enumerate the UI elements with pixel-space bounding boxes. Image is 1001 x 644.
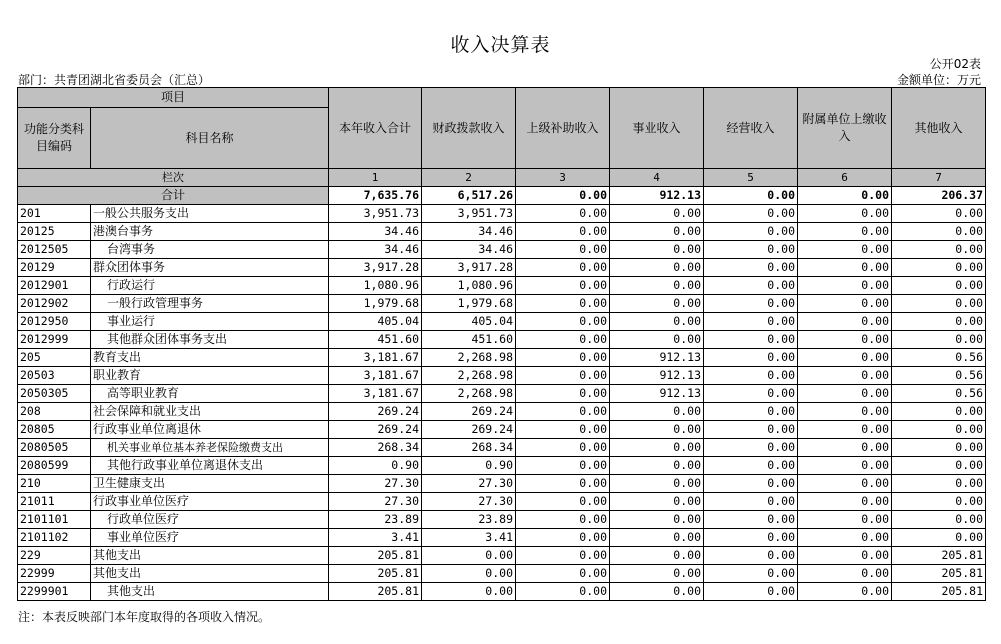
total-value: 6,517.26 (422, 187, 516, 205)
row-value: 0.00 (516, 493, 610, 511)
row-value: 0.00 (704, 313, 798, 331)
table-row (18, 241, 986, 259)
row-value: 0.00 (516, 349, 610, 367)
header-col-5: 经营收入 (704, 88, 798, 169)
total-value: 0.00 (798, 187, 892, 205)
footnote: 注：本表反映部门本年度取得的各项收入情况。 (18, 610, 271, 624)
row-value: 0.00 (892, 295, 986, 313)
row-code: 21011 (18, 493, 91, 511)
row-value: 205.81 (892, 547, 986, 565)
row-value: 27.30 (329, 493, 422, 511)
table-row (18, 295, 986, 313)
row-value: 0.00 (516, 259, 610, 277)
row-value: 0.00 (704, 529, 798, 547)
row-value: 0.00 (610, 205, 704, 223)
column-number: 3 (516, 169, 610, 187)
row-code: 229 (18, 547, 91, 565)
row-value: 27.30 (422, 493, 516, 511)
row-value: 0.00 (892, 475, 986, 493)
header-col-3: 上级补助收入 (516, 88, 610, 169)
row-code: 2012999 (18, 331, 91, 349)
row-code: 2012902 (18, 295, 91, 313)
table-row (18, 205, 986, 223)
row-value: 2,268.98 (422, 385, 516, 403)
total-value: 0.00 (516, 187, 610, 205)
table-row (18, 511, 986, 529)
row-value: 269.24 (422, 421, 516, 439)
row-value: 0.00 (516, 205, 610, 223)
row-value: 0.00 (610, 457, 704, 475)
row-value: 0.00 (704, 223, 798, 241)
row-name: 行政事业单位离退休 (91, 421, 329, 439)
row-value: 0.00 (892, 313, 986, 331)
row-value: 0.00 (798, 367, 892, 385)
row-value: 0.00 (704, 295, 798, 313)
row-value: 0.00 (704, 547, 798, 565)
row-value: 0.00 (610, 403, 704, 421)
row-value: 0.00 (610, 241, 704, 259)
row-value: 0.00 (610, 565, 704, 583)
row-value: 3,181.67 (329, 349, 422, 367)
row-value: 0.00 (516, 439, 610, 457)
row-value: 0.00 (892, 403, 986, 421)
table-row (18, 313, 986, 331)
header-row-1 (18, 88, 986, 108)
row-value: 0.00 (892, 421, 986, 439)
row-code: 2050305 (18, 385, 91, 403)
row-value: 34.46 (329, 241, 422, 259)
row-value: 0.90 (422, 457, 516, 475)
row-value: 0.00 (516, 457, 610, 475)
row-code: 2012505 (18, 241, 91, 259)
income-table (17, 87, 986, 601)
column-number: 6 (798, 169, 892, 187)
row-value: 0.00 (704, 403, 798, 421)
header-col-7: 其他收入 (892, 88, 986, 169)
row-value: 0.00 (516, 421, 610, 439)
form-number: 公开02表 (929, 57, 981, 71)
header-col-6: 附属单位上缴收入 (798, 88, 892, 169)
row-value: 0.00 (516, 277, 610, 295)
row-value: 451.60 (329, 331, 422, 349)
row-code: 205 (18, 349, 91, 367)
row-value: 0.00 (798, 313, 892, 331)
header-col-4: 事业收入 (610, 88, 704, 169)
row-value: 0.00 (610, 313, 704, 331)
row-code: 20805 (18, 421, 91, 439)
row-value: 0.00 (892, 223, 986, 241)
row-value: 0.00 (704, 331, 798, 349)
row-code: 20129 (18, 259, 91, 277)
row-value: 0.00 (610, 475, 704, 493)
row-value: 0.00 (892, 439, 986, 457)
row-code: 2101102 (18, 529, 91, 547)
row-value: 27.30 (422, 475, 516, 493)
row-value: 0.00 (516, 403, 610, 421)
row-value: 3,917.28 (329, 259, 422, 277)
row-value: 0.00 (610, 493, 704, 511)
row-value: 0.00 (516, 241, 610, 259)
row-name: 其他行政事业单位离退休支出 (91, 457, 329, 475)
row-value: 0.00 (516, 385, 610, 403)
row-value: 0.90 (329, 457, 422, 475)
row-code: 20125 (18, 223, 91, 241)
table-row (18, 331, 986, 349)
table-row (18, 277, 986, 295)
page-title: 收入决算表 (450, 34, 551, 56)
row-value: 1,080.96 (329, 277, 422, 295)
row-value: 0.00 (516, 331, 610, 349)
row-value: 0.00 (516, 475, 610, 493)
row-value: 0.00 (610, 511, 704, 529)
row-value: 0.00 (798, 295, 892, 313)
row-value: 205.81 (329, 583, 422, 601)
row-value: 0.00 (610, 583, 704, 601)
row-value: 0.00 (798, 331, 892, 349)
row-value: 0.00 (892, 241, 986, 259)
row-name: 港澳台事务 (91, 223, 329, 241)
row-value: 268.34 (422, 439, 516, 457)
row-value: 0.00 (516, 583, 610, 601)
row-value: 34.46 (422, 241, 516, 259)
row-value: 27.30 (329, 475, 422, 493)
row-value: 405.04 (329, 313, 422, 331)
row-value: 0.00 (610, 547, 704, 565)
header-func-code: 功能分类科目编码 (18, 108, 91, 169)
row-value: 205.81 (892, 583, 986, 601)
row-value: 0.00 (798, 583, 892, 601)
row-name: 行政单位医疗 (91, 511, 329, 529)
table-row (18, 583, 986, 601)
row-name: 社会保障和就业支出 (91, 403, 329, 421)
row-value: 3,951.73 (422, 205, 516, 223)
row-value: 205.81 (329, 565, 422, 583)
row-value: 451.60 (422, 331, 516, 349)
row-value: 0.00 (610, 421, 704, 439)
row-value: 3,917.28 (422, 259, 516, 277)
row-value: 3.41 (329, 529, 422, 547)
row-code: 20503 (18, 367, 91, 385)
row-code: 208 (18, 403, 91, 421)
row-value: 0.56 (892, 349, 986, 367)
row-value: 0.00 (422, 583, 516, 601)
row-value: 1,979.68 (329, 295, 422, 313)
row-value: 1,979.68 (422, 295, 516, 313)
row-code: 2080505 (18, 439, 91, 457)
table-row (18, 223, 986, 241)
row-value: 0.00 (798, 385, 892, 403)
table-row (18, 259, 986, 277)
row-value: 0.00 (516, 295, 610, 313)
row-value: 0.00 (704, 349, 798, 367)
department-label: 部门：共青团湖北省委员会（汇总） (18, 73, 211, 87)
row-value: 912.13 (610, 385, 704, 403)
row-value: 0.00 (610, 331, 704, 349)
table-row (18, 349, 986, 367)
row-value: 0.00 (798, 205, 892, 223)
row-value: 2,268.98 (422, 349, 516, 367)
row-name: 行政事业单位医疗 (91, 493, 329, 511)
row-name: 一般行政管理事务 (91, 295, 329, 313)
row-value: 0.00 (798, 421, 892, 439)
row-name: 其他群众团体事务支出 (91, 331, 329, 349)
row-value: 0.00 (704, 241, 798, 259)
row-value: 269.24 (422, 403, 516, 421)
row-value: 0.00 (704, 511, 798, 529)
row-code: 2012901 (18, 277, 91, 295)
table-row (18, 403, 986, 421)
row-value: 0.00 (892, 511, 986, 529)
row-value: 0.00 (422, 547, 516, 565)
row-value: 0.00 (892, 259, 986, 277)
table-row (18, 421, 986, 439)
row-code: 201 (18, 205, 91, 223)
row-code: 210 (18, 475, 91, 493)
row-value: 0.00 (516, 547, 610, 565)
row-value: 34.46 (422, 223, 516, 241)
total-value: 206.37 (892, 187, 986, 205)
row-value: 0.00 (798, 511, 892, 529)
table-row (18, 439, 986, 457)
row-value: 0.00 (798, 403, 892, 421)
row-name: 事业运行 (91, 313, 329, 331)
row-value: 0.00 (892, 457, 986, 475)
table-row (18, 547, 986, 565)
row-value: 0.00 (516, 223, 610, 241)
row-value: 0.00 (704, 367, 798, 385)
table-row (18, 565, 986, 583)
row-name: 卫生健康支出 (91, 475, 329, 493)
total-value: 0.00 (704, 187, 798, 205)
row-value: 912.13 (610, 367, 704, 385)
row-value: 0.00 (892, 277, 986, 295)
row-value: 0.00 (798, 439, 892, 457)
header-project: 项目 (18, 88, 329, 108)
row-name: 高等职业教育 (91, 385, 329, 403)
row-value: 0.00 (798, 457, 892, 475)
row-value: 0.00 (704, 475, 798, 493)
row-value: 0.00 (892, 493, 986, 511)
table-row (18, 457, 986, 475)
row-value: 1,080.96 (422, 277, 516, 295)
row-value: 0.00 (798, 241, 892, 259)
row-value: 3,181.67 (329, 367, 422, 385)
row-code: 2080599 (18, 457, 91, 475)
row-name: 其他支出 (91, 583, 329, 601)
column-number: 5 (704, 169, 798, 187)
row-value: 0.00 (892, 529, 986, 547)
row-code: 2012950 (18, 313, 91, 331)
row-value: 2,268.98 (422, 367, 516, 385)
row-value: 0.00 (892, 331, 986, 349)
table-body (18, 88, 986, 601)
total-value: 7,635.76 (329, 187, 422, 205)
column-number: 2 (422, 169, 516, 187)
row-name: 机关事业单位基本养老保险缴费支出 (91, 439, 329, 457)
row-value: 0.00 (704, 205, 798, 223)
row-value: 0.00 (704, 439, 798, 457)
row-value: 0.00 (516, 565, 610, 583)
row-value: 0.00 (704, 259, 798, 277)
row-value: 23.89 (422, 511, 516, 529)
row-value: 0.00 (704, 493, 798, 511)
row-name: 职业教育 (91, 367, 329, 385)
row-value: 0.00 (610, 277, 704, 295)
row-value: 0.00 (422, 565, 516, 583)
row-value: 0.00 (516, 529, 610, 547)
row-value: 0.00 (704, 385, 798, 403)
row-value: 0.00 (704, 457, 798, 475)
row-name: 教育支出 (91, 349, 329, 367)
row-value: 3,181.67 (329, 385, 422, 403)
row-value: 0.00 (610, 295, 704, 313)
row-name: 行政运行 (91, 277, 329, 295)
row-value: 0.00 (798, 565, 892, 583)
row-value: 0.00 (610, 259, 704, 277)
row-value: 405.04 (422, 313, 516, 331)
total-row (18, 187, 986, 205)
row-value: 0.00 (516, 367, 610, 385)
column-number: 4 (610, 169, 704, 187)
table-row (18, 475, 986, 493)
row-code: 22999 (18, 565, 91, 583)
row-value: 0.56 (892, 385, 986, 403)
row-value: 0.00 (516, 511, 610, 529)
total-value: 912.13 (610, 187, 704, 205)
row-value: 23.89 (329, 511, 422, 529)
row-value: 269.24 (329, 403, 422, 421)
row-value: 0.00 (798, 547, 892, 565)
row-value: 0.00 (704, 583, 798, 601)
total-label: 合计 (18, 187, 329, 205)
row-value: 0.00 (798, 349, 892, 367)
table-row (18, 529, 986, 547)
header-col-1: 本年收入合计 (329, 88, 422, 169)
row-value: 0.56 (892, 367, 986, 385)
row-value: 0.00 (610, 529, 704, 547)
row-value: 0.00 (704, 565, 798, 583)
row-value: 0.00 (798, 277, 892, 295)
row-name: 群众团体事务 (91, 259, 329, 277)
column-index-label: 栏次 (18, 169, 329, 187)
table-row (18, 493, 986, 511)
row-value: 0.00 (704, 421, 798, 439)
row-value: 0.00 (798, 223, 892, 241)
row-value: 0.00 (798, 259, 892, 277)
row-name: 事业单位医疗 (91, 529, 329, 547)
row-value: 0.00 (516, 313, 610, 331)
row-value: 3,951.73 (329, 205, 422, 223)
column-number: 7 (892, 169, 986, 187)
row-value: 34.46 (329, 223, 422, 241)
row-name: 其他支出 (91, 547, 329, 565)
row-value: 205.81 (329, 547, 422, 565)
header-subject-name: 科目名称 (91, 108, 329, 169)
row-code: 2299901 (18, 583, 91, 601)
row-value: 0.00 (798, 475, 892, 493)
row-value: 268.34 (329, 439, 422, 457)
row-value: 205.81 (892, 565, 986, 583)
column-index-row (18, 169, 986, 187)
row-name: 其他支出 (91, 565, 329, 583)
row-value: 0.00 (798, 493, 892, 511)
row-code: 2101101 (18, 511, 91, 529)
row-value: 0.00 (610, 439, 704, 457)
row-value: 0.00 (704, 277, 798, 295)
row-value: 0.00 (798, 529, 892, 547)
row-name: 台湾事务 (91, 241, 329, 259)
row-value: 269.24 (329, 421, 422, 439)
table-row (18, 367, 986, 385)
unit-label: 金额单位：万元 (896, 73, 981, 87)
row-value: 0.00 (892, 205, 986, 223)
row-value: 912.13 (610, 349, 704, 367)
row-value: 3.41 (422, 529, 516, 547)
header-col-2: 财政拨款收入 (422, 88, 516, 169)
table-row (18, 385, 986, 403)
row-value: 0.00 (610, 223, 704, 241)
row-name: 一般公共服务支出 (91, 205, 329, 223)
column-number: 1 (329, 169, 422, 187)
